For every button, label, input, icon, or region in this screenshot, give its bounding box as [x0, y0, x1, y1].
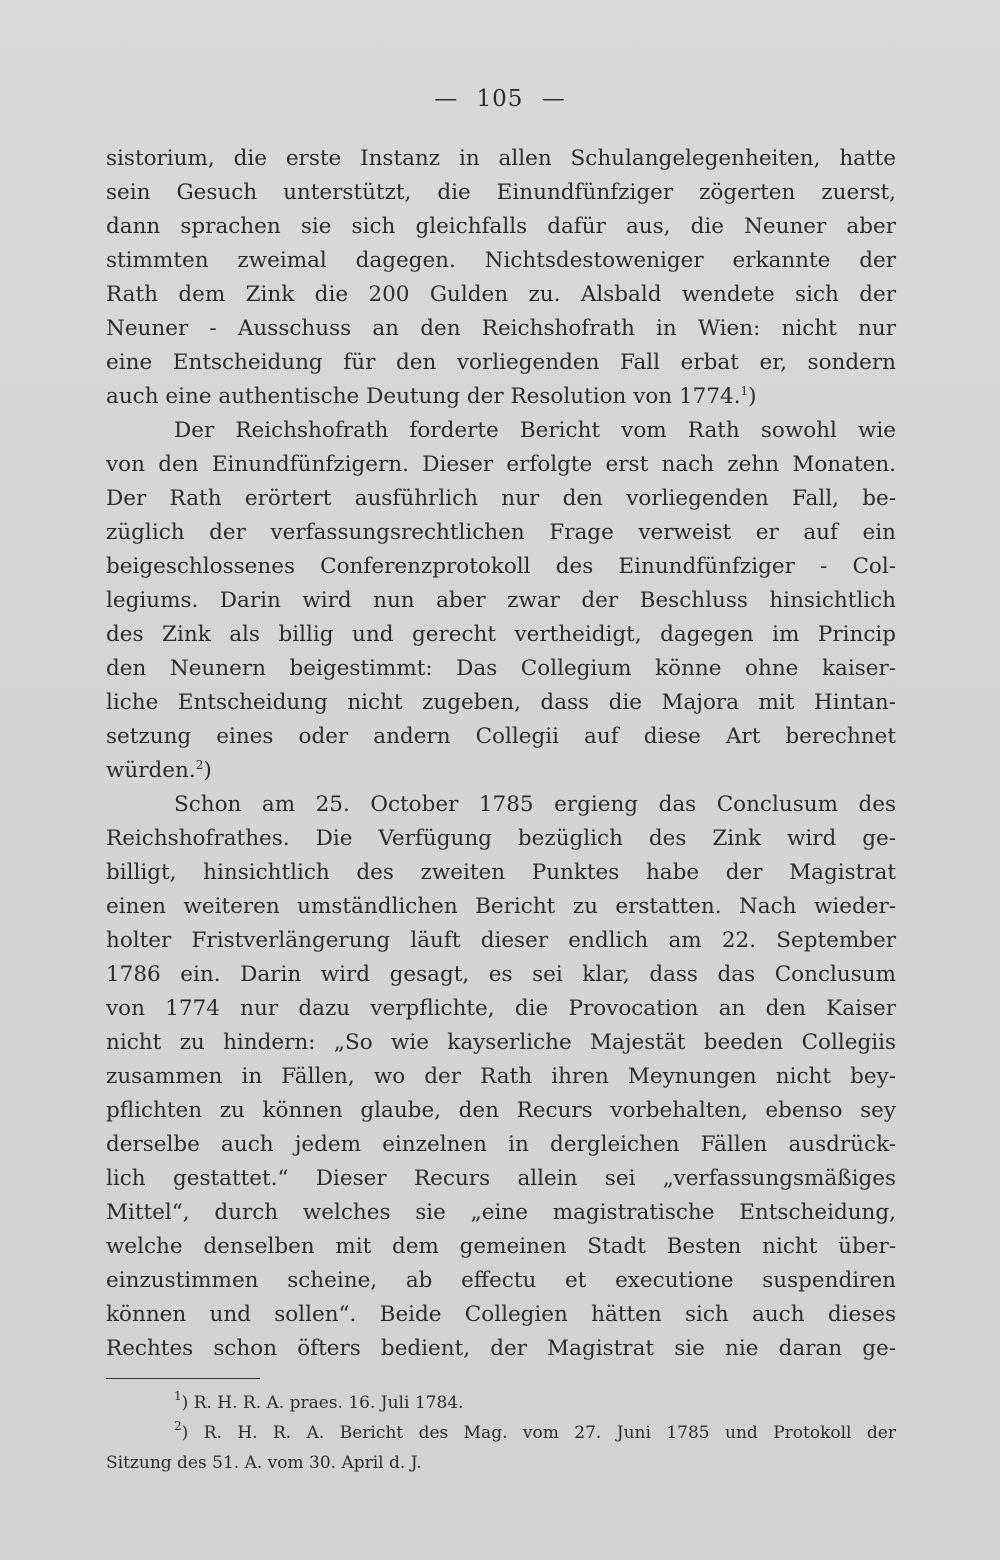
text-line-content: auch eine authentische Deutung der Resolution von 1774. [106, 384, 741, 409]
text-line: beigeschlossenes Conferenzprotokoll des Einundfünfziger - Col- [106, 554, 896, 579]
text-line: einen weiteren umständlichen Bericht zu erstatten. Nach wieder- [106, 894, 896, 919]
text-line: können und sollen“. Beide Collegien hätten sich auch dieses [106, 1302, 896, 1327]
footnote-ref-1: 1 [740, 384, 749, 398]
footnote-divider [106, 1378, 260, 1379]
text-line: liche Entscheidung nicht zugeben, dass die Majora mit Hintan- [106, 690, 896, 715]
text-line: pflichten zu können glaube, den Recurs vorbehalten, ebenso sey [106, 1098, 896, 1123]
text-line: von 1774 nur dazu verpflichte, die Provocation an den Kaiser [106, 996, 896, 1021]
text-line: setzung eines oder andern Collegii auf diese Art berechnet [106, 724, 896, 749]
text-line [106, 754, 896, 788]
text-line: zusammen in Fällen, wo der Rath ihren Meynungen nicht bey- [106, 1064, 896, 1089]
text-line: Neuner - Ausschuss an den Reichshofrath in Wien: nicht nur [106, 316, 896, 341]
text-line [106, 380, 896, 414]
text-line: lich gestattet.“ Dieser Recurs allein sei „verfassungsmäßiges [106, 1166, 896, 1191]
page-number: — 105 — [434, 86, 566, 112]
footnote-2-continued: Sitzung des 51. A. vom 30. April d. J. [106, 1453, 422, 1473]
text-line: billigt, hinsichtlich des zweiten Punktes habe der Magistrat [106, 860, 896, 885]
text-line: dann sprachen sie sich gleichfalls dafür aus, die Neuner aber [106, 214, 896, 239]
paragraph-3 [106, 788, 896, 1366]
footnotes [106, 1388, 896, 1478]
text-line: sein Gesuch unterstützt, die Einundfünfziger zögerten zuerst, [106, 180, 896, 205]
footnote-text: R. H. R. A. Bericht des Mag. vom 27. Juni 1785 und Protokoll der [203, 1423, 896, 1443]
text-line: nicht zu hindern: „So wie kayserliche Majestät beeden Collegiis [106, 1030, 896, 1055]
text-line: Reichshofrathes. Die Verfügung bezüglich des Zink wird ge- [106, 826, 896, 851]
text-line: von den Einundfünfzigern. Dieser erfolgte erst nach zehn Monaten. [106, 452, 896, 477]
paragraph-1 [106, 142, 896, 414]
text-line: Der Reichshofrath forderte Bericht vom Rath sowohl wie [174, 418, 896, 443]
text-line: züglich der verfassungsrechtlichen Frage verweist er auf ein [106, 520, 896, 545]
footnote-marker: 1 [174, 1389, 182, 1403]
text-line: Der Rath erörtert ausführlich nur den vorliegenden Fall, be- [106, 486, 896, 511]
text-line: welche denselben mit dem gemeinen Stadt Besten nicht über- [106, 1234, 896, 1259]
text-line: 1786 ein. Darin wird gesagt, es sei klar, dass das Conclusum [106, 962, 896, 987]
footnote-text: R. H. R. A. praes. 16. Juli 1784. [193, 1393, 464, 1413]
text-line-content: würden. [106, 758, 196, 783]
text-line: holter Fristverlängerung läuft dieser endlich am 22. September [106, 928, 896, 953]
footnote-1: $^1$) R. H. R. A. praes. 16. Juli 1784. [174, 1389, 464, 1413]
text-line: legiums. Darin wird nun aber zwar der Beschluss hinsichtlich [106, 588, 896, 613]
text-line: des Zink als billig und gerecht vertheidigt, dagegen im Princip [106, 622, 896, 647]
text-line: derselbe auch jedem einzelnen in dergleichen Fällen ausdrück- [106, 1132, 896, 1157]
paragraph-2 [106, 414, 896, 788]
footnote-ref-paren: ) [748, 384, 757, 409]
footnote-ref-paren: ) [203, 758, 212, 783]
text-line: den Neunern beigestimmt: Das Collegium könne ohne kaiser- [106, 656, 896, 681]
footnote-2: $^2$) R. H. R. A. Bericht des Mag. vom 27. Juni 1785 und Protokoll der [174, 1419, 896, 1443]
text-line: sistorium, die erste Instanz in allen Schulangelegenheiten, hatte [106, 146, 896, 171]
text-line: eine Entscheidung für den vorliegenden Fall erbat er, sondern [106, 350, 896, 375]
text-line: Mittel“, durch welches sie „eine magistratische Entscheidung, [106, 1200, 896, 1225]
text-line: stimmten zweimal dagegen. Nichtsdestoweniger erkannte der [106, 248, 896, 273]
text-line: Rechtes schon öfters bedient, der Magistrat sie nie daran ge- [106, 1336, 896, 1361]
text-line: Rath dem Zink die 200 Gulden zu. Alsbald wendete sich der [106, 282, 896, 307]
footnote-ref-2: 2 [195, 758, 204, 772]
text-line: einzustimmen scheine, ab effectu et executione suspendiren [106, 1268, 896, 1293]
body-text [106, 142, 896, 1366]
footnote-marker: 2 [174, 1419, 182, 1433]
text-line: Schon am 25. October 1785 ergieng das Conclusum des [174, 792, 896, 817]
